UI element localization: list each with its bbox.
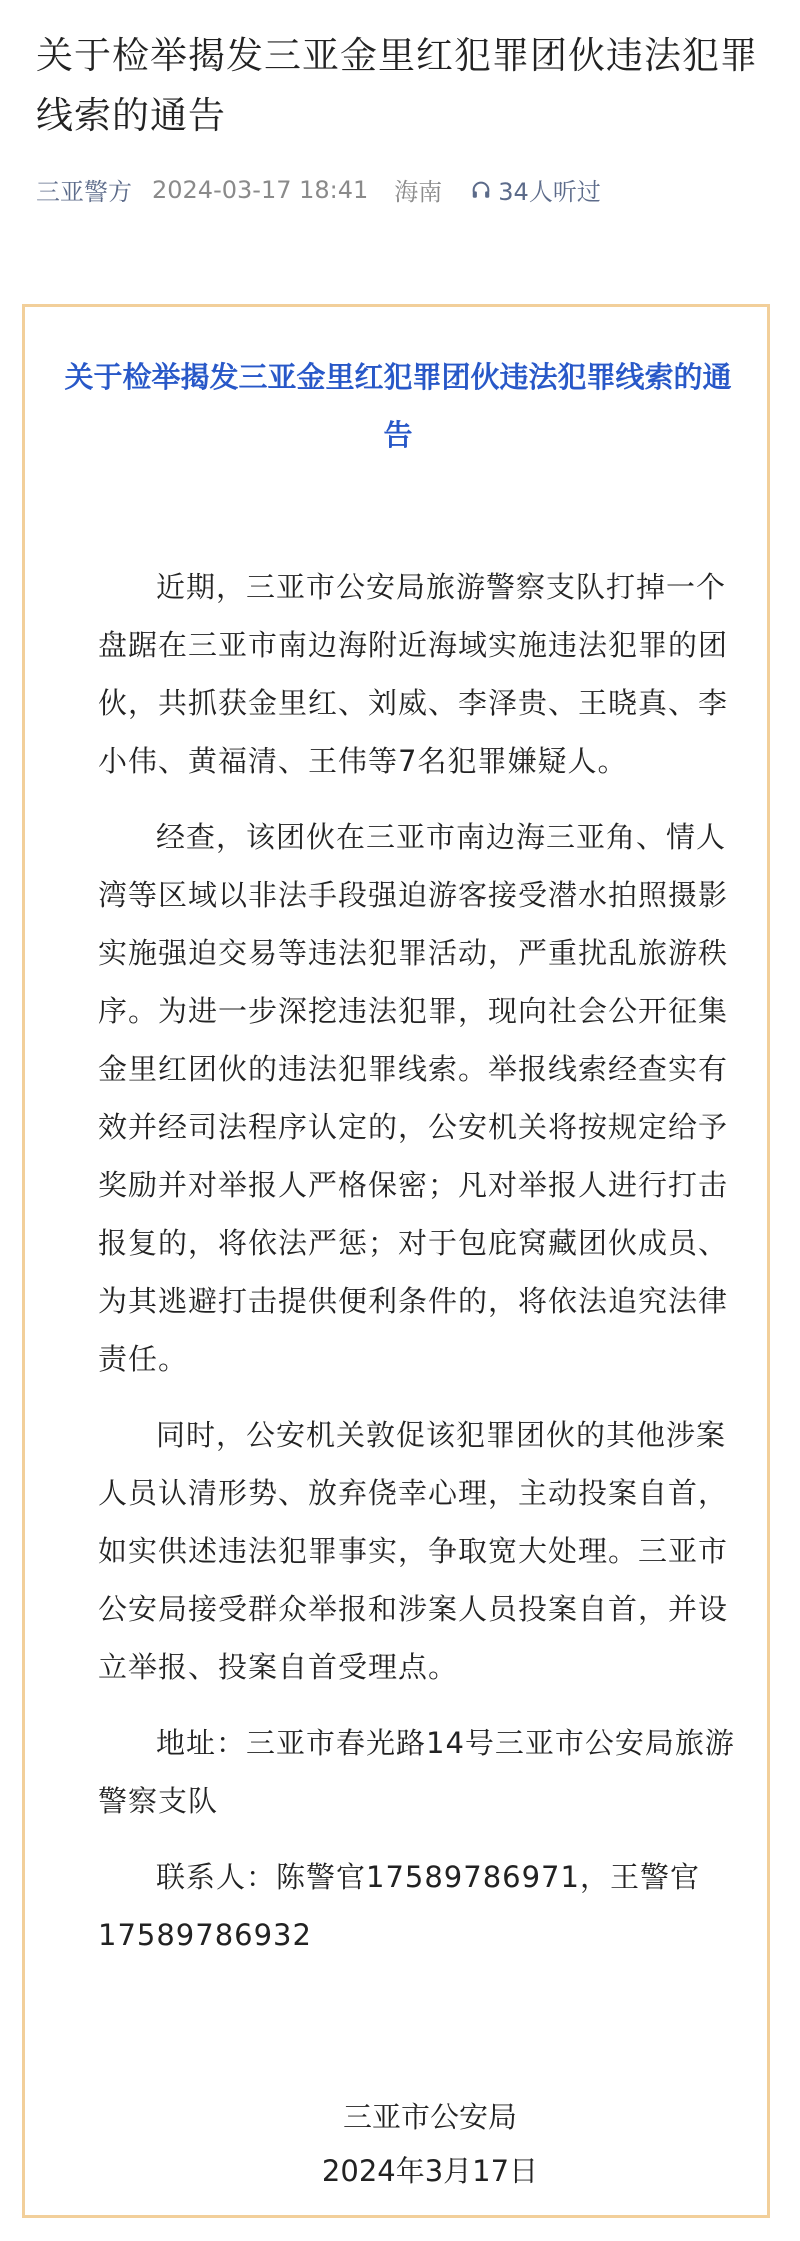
paragraph-investigation: 经查，该团伙在三亚市南边海三亚角、情人湾等区域以非法手段强迫游客接受潜水拍照摄影实施强迫交易等违法犯罪活动，严重扰乱旅游秩序。为进一步深挖违法犯罪，现向社会公开征集金里红团伙的违法犯罪线索。举报线索经查实有效并经司法程序认定的，公安机关将按规定给予奖励并对举报人严格保密；凡对举报人进行打击报复的，将依法严惩；对于包庇窝藏团伙成员、为其逃避打击提供便利条件的，将依法追究法律责任。 [98,820,729,1376]
notice-title: 关于检举揭发三亚金里红犯罪团伙违法犯罪线索的通告 [64,360,732,452]
region-label: 海南 [394,178,443,206]
article-header [36,26,764,207]
notice-body [98,558,736,1982]
signature-date: 2024年3月17日 [321,2154,539,2188]
paragraph-arrests: 近期，三亚市公安局旅游警察支队打掉一个盘踞在三亚市南边海附近海域实施违法犯罪的团伙，共抓获金里红、刘威、李泽贵、王晓真、李小伟、黄福清、王伟等7名犯罪嫌疑人。 [98,570,729,778]
signature-org: 三亚市公安局 [342,2100,517,2134]
paragraph-contacts: 联系人：陈警官17589786971，王警官17589786932 [98,1860,700,1952]
publish-date: 2024-03-17 18:41 [152,175,369,204]
listen-count: 34人听过 [498,178,601,206]
paragraph-surrender: 同时，公安机关敦促该犯罪团伙的其他涉案人员认清形势、放弃侥幸心理，主动投案自首，如实供述违法犯罪事实，争取宽大处理。三亚市公安局接受群众举报和涉案人员投案自首，并设立举报、投案自首受理点。 [98,1418,729,1684]
listen-button[interactable] [470,172,601,207]
article-headline: 关于检举揭发三亚金里红犯罪团伙违法犯罪线索的通告 [36,34,758,137]
headphone-icon [470,179,492,201]
article-meta [36,172,764,207]
source-link[interactable]: 三亚警方 [36,178,132,206]
signature-block [300,2090,560,2198]
paragraph-address: 地址：三亚市春光路14号三亚市公安局旅游警察支队 [98,1726,735,1818]
